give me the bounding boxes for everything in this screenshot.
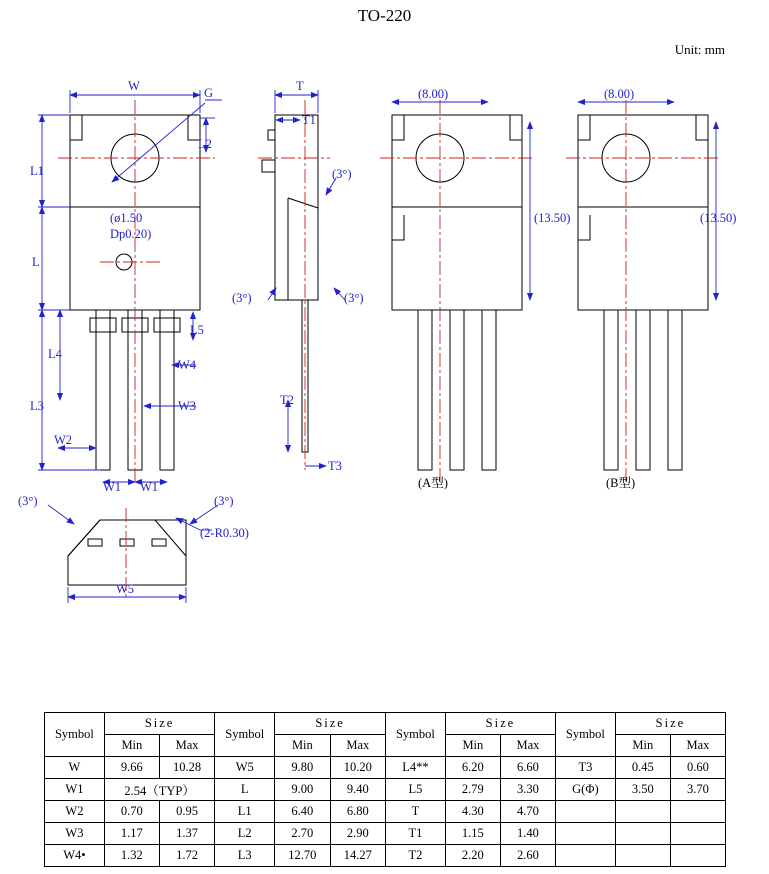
label-radius: (2-R0.30) (200, 526, 249, 540)
label-typeB-right: (13.50) (700, 211, 737, 225)
label-hole-dia: (ø1.50 (110, 211, 143, 225)
cell-symbol: L1 (215, 801, 275, 823)
unit-label: Unit: mm (674, 42, 725, 57)
cell-max: 1.72 (159, 845, 214, 867)
header-min-1: Min (104, 735, 159, 757)
table-row (45, 757, 726, 779)
cell-symbol: W1 (45, 779, 105, 801)
label-bottom-angle-right: (3°) (214, 494, 234, 508)
caption-typeB: (B型) (606, 476, 636, 490)
caption-typeA: (A型) (418, 476, 448, 490)
table-row (45, 823, 726, 845)
cell-symbol: T3 (555, 757, 615, 779)
cell-max: 6.80 (330, 801, 385, 823)
label-typeA-top: (8.00) (418, 87, 449, 101)
label-typeB-top: (8.00) (604, 87, 635, 101)
cell-max (670, 845, 725, 867)
header-max-4: Max (670, 735, 725, 757)
table-header-row-2 (45, 735, 726, 757)
cell-min (615, 823, 670, 845)
table-row (45, 779, 726, 801)
page-title: TO-220 (357, 6, 412, 25)
label-L: L (32, 255, 40, 269)
cell-max: 2.60 (500, 845, 555, 867)
cell-min: 2.70 (275, 823, 330, 845)
label-hole-depth: Dp0.20) (110, 227, 152, 241)
label-angle-3: (3°) (344, 291, 364, 305)
label-T: T (296, 79, 304, 93)
cell-max: 1.40 (500, 823, 555, 845)
label-angle-1: (3°) (332, 167, 352, 181)
cell-symbol (555, 801, 615, 823)
header-size-1: Size (104, 713, 214, 735)
dimensions-table (44, 712, 726, 867)
cell-max: 4.70 (500, 801, 555, 823)
cell-min: 9.66 (104, 757, 159, 779)
cell-min: 0.70 (104, 801, 159, 823)
cell-min (615, 845, 670, 867)
cell-max: 6.60 (500, 757, 555, 779)
cell-symbol: W5 (215, 757, 275, 779)
label-T3: T3 (328, 459, 342, 473)
label-L3: L3 (30, 399, 44, 413)
header-symbol-1: Symbol (45, 713, 105, 757)
cell-symbol: W3 (45, 823, 105, 845)
cell-symbol: L5 (386, 779, 446, 801)
header-max-2: Max (330, 735, 385, 757)
cell-symbol: T1 (386, 823, 446, 845)
label-L1: L1 (30, 164, 44, 178)
label-W2: W2 (54, 433, 73, 447)
cell-min: 6.40 (275, 801, 330, 823)
header-symbol-2: Symbol (215, 713, 275, 757)
cell-symbol: L3 (215, 845, 275, 867)
label-G: G (204, 86, 214, 100)
cell-symbol (555, 845, 615, 867)
cell-symbol: G(Φ) (555, 779, 615, 801)
cell-max: 10.28 (159, 757, 214, 779)
cell-symbol (555, 823, 615, 845)
cell-min: 2.79 (445, 779, 500, 801)
label-T1: T1 (302, 113, 316, 127)
cell-max: 2.90 (330, 823, 385, 845)
table-row (45, 845, 726, 867)
cell-min: 6.20 (445, 757, 500, 779)
label-W4: W4 (178, 358, 197, 372)
label-angle-2: (3°) (232, 291, 252, 305)
cell-max (670, 823, 725, 845)
cell-min (615, 801, 670, 823)
cell-symbol: L4** (386, 757, 446, 779)
cell-max: 10.20 (330, 757, 385, 779)
header-max-1: Max (159, 735, 214, 757)
label-W3: W3 (178, 399, 197, 413)
header-symbol-3: Symbol (386, 713, 446, 757)
cell-value-span: 2.54（TYP） (104, 779, 214, 801)
header-size-2: Size (275, 713, 386, 735)
cell-max: 1.37 (159, 823, 214, 845)
cell-symbol: W4• (45, 845, 105, 867)
label-typeA-right: (13.50) (534, 211, 571, 225)
cell-max (670, 801, 725, 823)
cell-symbol: W2 (45, 801, 105, 823)
label-L4: L4 (48, 347, 62, 361)
header-size-3: Size (445, 713, 555, 735)
cell-min: 2.20 (445, 845, 500, 867)
header-max-3: Max (500, 735, 555, 757)
cell-min: 0.45 (615, 757, 670, 779)
cell-min: 9.80 (275, 757, 330, 779)
cell-max: 9.40 (330, 779, 385, 801)
label-W: W (128, 79, 140, 93)
header-min-3: Min (445, 735, 500, 757)
dimensions-table-wrapper (44, 712, 726, 867)
header-min-4: Min (615, 735, 670, 757)
table-body (45, 757, 726, 867)
cell-min: 4.30 (445, 801, 500, 823)
cell-max: 3.70 (670, 779, 725, 801)
cell-min: 1.32 (104, 845, 159, 867)
cell-min: 9.00 (275, 779, 330, 801)
cell-min: 12.70 (275, 845, 330, 867)
cell-min: 3.50 (615, 779, 670, 801)
label-W1-left: W1 (103, 480, 122, 494)
cell-symbol: W (45, 757, 105, 779)
cell-max: 0.95 (159, 801, 214, 823)
header-min-2: Min (275, 735, 330, 757)
cell-min: 1.15 (445, 823, 500, 845)
table-header-row-1 (45, 713, 726, 735)
cell-symbol: L2 (215, 823, 275, 845)
label-T2: T2 (280, 393, 294, 407)
label-W5: W5 (116, 582, 135, 596)
label-L2: L2 (198, 137, 212, 151)
cell-max: 14.27 (330, 845, 385, 867)
cell-min: 1.17 (104, 823, 159, 845)
cell-max: 3.30 (500, 779, 555, 801)
label-L5: L5 (190, 323, 204, 337)
label-W1-right: W1 (140, 480, 159, 494)
header-size-4: Size (615, 713, 725, 735)
header-symbol-4: Symbol (555, 713, 615, 757)
cell-symbol: T (386, 801, 446, 823)
cell-max: 0.60 (670, 757, 725, 779)
cell-symbol: T2 (386, 845, 446, 867)
cell-symbol: L (215, 779, 275, 801)
label-bottom-angle-left: (3°) (18, 494, 38, 508)
table-row (45, 801, 726, 823)
